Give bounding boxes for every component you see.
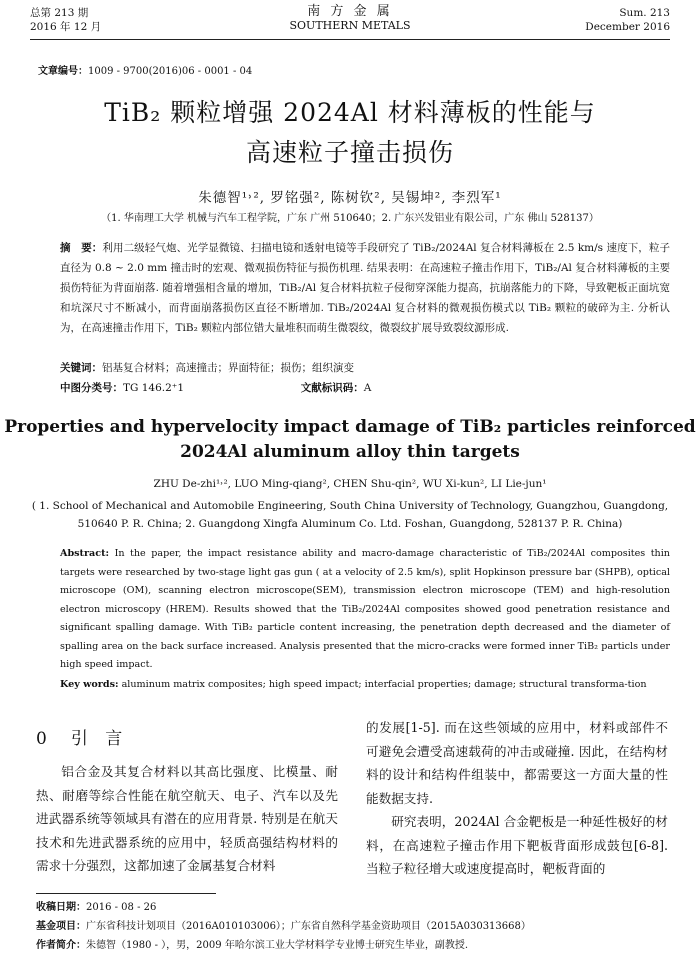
- intro-right-paragraph-2: 研究表明，2024Al 合金靶板是一种延性极好的材料，在高速粒子撞击作用下靶板背面形成鼓包[6-8]. 当粒子粒径增大或速度提高时，靶板背面的: [366, 814, 668, 876]
- title-cn-line2: 高速粒子撞击损伤: [245, 138, 454, 167]
- affiliation-en-line1: ( 1. School of Mechanical and Automobile Engineering, South China University of Technology, Guangzhou, Guangdong,: [31, 500, 669, 512]
- abstract-cn-text: 利用二级轻气炮、光学显微镜、扫描电镜和透射电镜等手段研究了 TiB₂/2024Al 复合材料薄板在 2.5 km/s 速度下，粒子直径为 0.8 ~ 2.0 mm 撞击时的宏观、微观损伤特征与损伤机理. 结果表明：在高速粒子撞击作用下，TiB₂/Al 复合材料薄板的主要损伤特征为背面崩落. 随着增强相含量的增加，TiB₂/Al 复合材料抗粒子侵彻穿深能力提高，抗崩落能力的下降，导致靶板正面坑宽和坑深尺寸不断减小，而背面崩落损伤区直径不断增加. TiB₂/2024Al 复合材料的微观损伤模式以 TiB₂ 颗粒的破碎为主. 分析认为，在高速撞击作用下，TiB₂ 颗粒内部位错大量堆积而萌生微裂纹，微裂纹扩展导致裂纹源形成.: [60, 242, 670, 334]
- abstract-en: [60, 545, 670, 675]
- issue-date: 2016 年 12 月: [30, 21, 102, 33]
- authors-en: ZHU De-zhi¹˒², LUO Ming-qiang², CHEN Shu-qin², WU Xi-kun², LI Lie-jun¹: [153, 478, 547, 490]
- article-number-value: 1009 - 9700(2016)06 - 0001 - 04: [88, 66, 253, 77]
- footnote: [36, 898, 676, 955]
- intro-left-paragraph: 铝合金及其复合材料以其高比强度、比模量、耐热、耐磨等综合性能在航空航天、电子、汽车以及先进武器系统等领域具有潜在的应用背景. 特别是在航天技术和先进武器系统的应用中，轻质高强结构材料的需求十分强烈，这都加速了金属基复合材料: [36, 764, 338, 873]
- issue-sum: Sum. 213: [619, 7, 670, 19]
- abstract-cn: [60, 238, 670, 338]
- affiliation-cn: （1. 华南理工大学 机械与汽车工程学院，广东 广州 510640；2. 广东兴发铝业有限公司，广东 佛山 528137）: [101, 213, 599, 224]
- abstract-en-text: In the paper, the impact resistance ability and macro-damage characteristic of TiB₂/2024Al composites thin targets were researched by two-stage light gas gun ( at a velocity of 2.5 km/s), split Hopkinson pressure bar (SHPB), optical microscope (OM), scanning electron microscope(SEM), transmission electron microscope (TEM) and high-resolution electron microscopy (HREM). Results showed that the TiB₂/2024Al composites showed good penetration resistance and significant spalling damage. With TiB₂ particle content increasing, the penetration depth decreased and the diameter of spalling area on the back surface increased. Analysis presented that the micro-cracks were formed inner TiB₂ particls under high speed impact.: [60, 548, 670, 670]
- doc-code-value: A: [363, 382, 372, 394]
- intro-right-paragraph-1: 的发展[1-5]. 而在这些领域的应用中，材料或部件不可避免会遭受高速载荷的冲击或碰撞. 因此，在结构材料的设计和结构件组装中，都需要这一方面大量的性能数据支持.: [366, 720, 668, 806]
- header-rule: [30, 39, 670, 40]
- fund-info: [36, 917, 676, 936]
- received-label: 收稿日期：: [36, 902, 86, 913]
- class-value: TG 146.2⁺1: [123, 382, 185, 394]
- section-number: 0: [36, 729, 53, 749]
- footnote-rule: [36, 893, 216, 894]
- author-bio-label: 作者简介：: [36, 940, 86, 951]
- fund-value: 广东省科技计划项目（2016A010103006）；广东省自然科学基金资助项目（2015A030313668）: [86, 921, 531, 932]
- fund-label: 基金项目：: [36, 921, 86, 932]
- class-label: 中图分类号：: [60, 382, 123, 394]
- keywords-cn-text: 铝基复合材料；高速撞击；界面特征；损伤；组织演变: [102, 362, 354, 374]
- abstract-cn-label: 摘 要：: [60, 242, 103, 254]
- author-bio-value: 朱德智（1980 - ），男，2009 年哈尔滨工业大学材料学专业博士研究生毕业，副教授.: [86, 940, 468, 951]
- journal-issue-left: [30, 6, 101, 34]
- classification: [60, 378, 670, 398]
- doc-code-label: 文献标识码：: [300, 382, 364, 394]
- keywords-en-text: aluminum matrix composites; high speed impact; interfacial properties; damage; structural transforma-tion: [121, 679, 647, 690]
- journal-issue-right: [585, 6, 670, 34]
- keywords-cn-label: 关键词：: [60, 362, 102, 374]
- issue-month: December 2016: [585, 21, 670, 33]
- author-bio: [36, 936, 676, 955]
- issue-number: 总第 213 期: [30, 7, 89, 19]
- affiliation-en-line2: 510640 P. R. China; 2. Guangdong Xingfa Aluminum Co. Ltd. Foshan, Guangdong, 528137 P. R. China): [77, 518, 623, 530]
- keywords-cn: [60, 358, 670, 378]
- section-heading: [36, 727, 128, 751]
- article-number-label: 文章编号：: [38, 66, 88, 77]
- journal-name-en: SOUTHERN METALS: [289, 19, 411, 32]
- journal-name: [250, 5, 450, 33]
- authors-cn: 朱德智¹˒², 罗铭强², 陈树钦², 吴锡坤², 李烈军¹: [198, 190, 502, 206]
- keywords-en-label: Key words:: [60, 679, 119, 690]
- keywords-en: [60, 676, 670, 695]
- abstract-en-label: Abstract:: [60, 548, 110, 559]
- title-en-line1: Properties and hypervelocity impact damage of TiB₂ particles reinforced: [4, 417, 696, 437]
- article-number: [38, 62, 252, 77]
- journal-name-cn: 南 方 金 属: [307, 4, 393, 19]
- section-title: 引 言: [70, 729, 129, 749]
- received-date: [36, 898, 676, 917]
- title-cn-line1: TiB₂ 颗粒增强 2024Al 材料薄板的性能与: [104, 98, 596, 127]
- received-value: 2016 - 08 - 26: [86, 902, 157, 913]
- title-en-line2: 2024Al aluminum alloy thin targets: [180, 442, 520, 462]
